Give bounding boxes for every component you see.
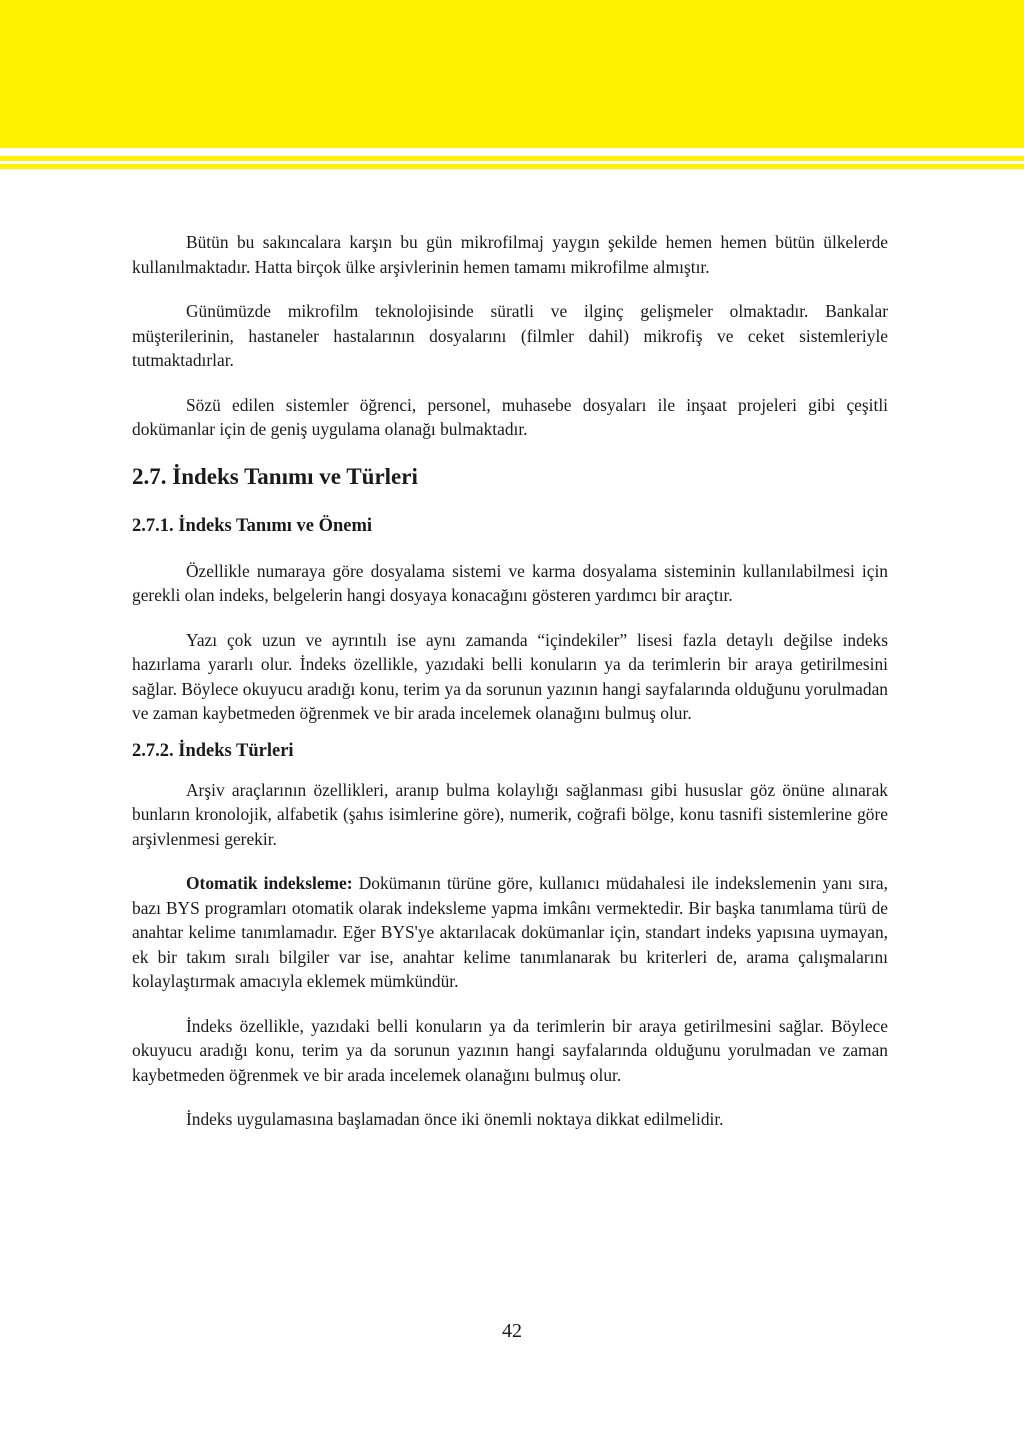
subsection-1-paragraph-2: Yazı çok uzun ve ayrıntılı ise aynı zamanda “içindekiler” lisesi fazla detaylı değilse indeks hazırlama yararlı olur. İndeks özellikle, yazıdaki belli konuların ya da terimlerin bir araya getirilmesini sağlar. Böylece okuyucu aradığı konu, terim ya da sorunun yazının hangi sayfalarında olduğunu yorulmadan ve zaman kaybetmeden öğrenmek ve bir arada incelemek olanağını bulmuş olur. [132, 629, 888, 723]
section-heading: 2.7. İndeks Tanımı ve Türleri [132, 463, 418, 489]
intro-paragraph-2: Günümüzde mikrofilm teknolojisinde süratli ve ilginç gelişmeler olmaktadır. Bankalar müşterilerinin, hastaneler hastalarının dosyalarını (filmler dahil) mikrofiş ve ceket sistemleriyle tutmaktadırlar. [132, 301, 888, 370]
page-body [132, 230, 888, 1132]
auto-index-text: Dokümanın türüne göre, kullanıcı müdahalesi ile indekslemenin yanı sıra, bazı BYS programları otomatik olarak indeksleme yapma imkânı vermektedir. Bir başka tanımlama türü de anahtar kelime tanımlamadır. Eğer BYS'ye aktarılacak dokümanlar için, standart indeks yapısına uymayan, ek bir takım sıralı bilgiler var ise, anahtar kelime tanımlanarak bu kriterleri de, arama çalışmalarını kolaylaştırmak amacıyla eklemek mümkündür. [132, 873, 889, 991]
subsection-2-paragraph-1: Arşiv araçlarının özellikleri, aranıp bulma kolaylığı sağlanması gibi hususlar göz önüne alınarak bunların kronolojik, alfabetik (şahıs isimlerine göre), numerik, coğrafi bölge, konu tasnifi sistemlerine göre arşivlenmesi gerekir. [132, 779, 888, 849]
header-band [0, 0, 1024, 148]
subsection-2-heading: 2.7.2. İndeks Türleri [132, 740, 294, 761]
intro-paragraph-1: Bütün bu sakıncalara karşın bu gün mikrofilmaj yaygın şekilde hemen hemen bütün ülkelerde kullanılmaktadır. Hatta birçok ülke arşivlerinin hemen tamamı mikrofilme almıştır. [132, 232, 888, 277]
subsection-1-heading: 2.7.1. İndeks Tanımı ve Önemi [132, 515, 373, 536]
subsection-2-paragraph-3: İndeks özellikle, yazıdaki belli konuların ya da terimlerin bir araya getirilmesini sağlar. Böylece okuyucu aradığı konu, terim ya da sorunun yazının hangi sayfalarında olduğunu yorulmadan ve zaman kaybetmeden öğrenmek ve bir arada incelemek olanağını bulmuş olur. [132, 1015, 888, 1085]
header-stripe-lower [0, 164, 1024, 169]
page-number: 42 [502, 1320, 522, 1342]
subsection-1-paragraph-1: Özellikle numaraya göre dosyalama sistemi ve karma dosyalama sisteminin kullanılabilmesi için gerekli olan indeks, belgelerin hangi dosyaya konacağını gösteren yardımcı bir araçtır. [132, 560, 888, 605]
subsection-2-auto-index-paragraph [132, 871, 888, 994]
header-stripe-upper [0, 156, 1024, 161]
subsection-2-paragraph-4: İndeks uygulamasına başlamadan önce iki önemli noktaya dikkat edilmelidir. [186, 1109, 724, 1129]
auto-index-label: Otomatik indeksleme: [186, 873, 353, 893]
intro-paragraph-3: Sözü edilen sistemler öğrenci, personel, muhasebe dosyaları ile inşaat projeleri gibi çeşitli dokümanlar için de geniş uygulama olanağı bulmaktadır. [132, 394, 888, 439]
